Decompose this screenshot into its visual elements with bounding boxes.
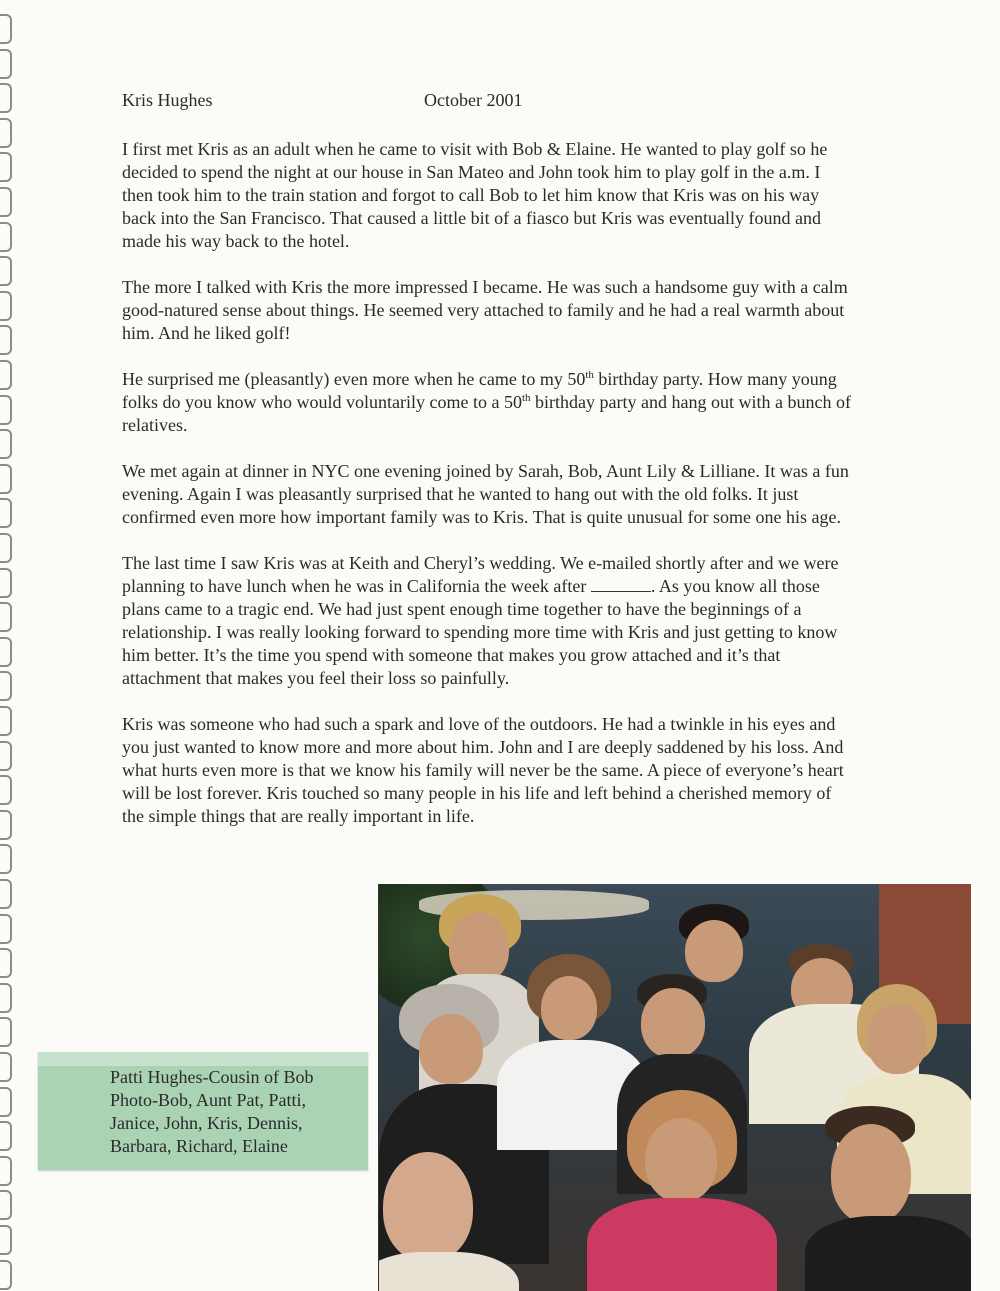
paragraph-3 [122, 368, 852, 437]
binding-ring [0, 637, 12, 667]
binding-ring [0, 498, 12, 528]
blank-line [591, 577, 651, 592]
paragraph-5-part-b: . As you know all those plans came to a tragic end. We had just spent enough time together to have the beginnings of a relationship. I was really looking forward to spending more time with Kris and just getting to know him better. It’s the time you spend with someone that makes you grow attached and it’s that attachment that makes you feel their loss so painfully. [122, 576, 838, 688]
caption-text [110, 1066, 360, 1158]
ordinal-suffix: th [585, 369, 594, 381]
paragraph-3-part-b: birthday party. How many young folks do you know who would voluntarily come to a 50 [122, 369, 837, 412]
binding-ring [0, 222, 12, 252]
binding-ring [0, 360, 12, 390]
binding-ring [0, 602, 12, 632]
letter-body [122, 138, 852, 851]
binding-ring [0, 914, 12, 944]
binding-ring [0, 49, 12, 79]
spiral-binding [0, 0, 12, 1291]
paragraph-5-part-a: The last time I saw Kris was at Keith and Cheryl’s wedding. We e-mailed shortly after and we were planning to have lunch when he was in California the week after [122, 553, 839, 596]
paragraph-3-part-c: birthday party and hang out with a bunch of relatives. [122, 392, 851, 435]
binding-ring [0, 14, 12, 44]
binding-ring [0, 152, 12, 182]
paragraph-2: The more I talked with Kris the more impressed I became. He was such a handsome guy with a calm good-natured sense about things. He seemed very attached to family and he had a real warmth about him. And he liked golf! [122, 277, 848, 343]
binding-ring [0, 948, 12, 978]
letter-date: October 2001 [424, 90, 523, 110]
caption-line: Janice, John, Kris, Dennis, [110, 1113, 303, 1133]
binding-ring [0, 810, 12, 840]
binding-ring [0, 741, 12, 771]
binding-ring [0, 187, 12, 217]
paragraph-1: I first met Kris as an adult when he came to visit with Bob & Elaine. He wanted to play golf so he decided to spend the night at our house in San Mateo and John took him to play golf in the a.m. I then took him to the train station and forgot to call Bob to let him know that Kris was on his way back into the San Francisco. That caused a little bit of a fiasco but Kris was eventually found and made his way back to the hotel. [122, 139, 828, 251]
paragraph-6: Kris was someone who had such a spark and love of the outdoors. He had a twinkle in his eyes and you just wanted to know more and more about him. John and I are deeply saddened by his loss. And what hurts even more is that we know his family will never be the same. A piece of everyone’s heart will be lost forever. Kris touched so many people in his life and left behind a cherished memory of the simple things that are really important in life. [122, 714, 844, 826]
binding-ring [0, 118, 12, 148]
letter-header [122, 90, 842, 116]
binding-ring [0, 706, 12, 736]
group-photo [378, 884, 971, 1291]
binding-ring [0, 1121, 12, 1151]
ordinal-suffix: th [521, 392, 531, 404]
binding-ring [0, 671, 12, 701]
binding-ring [0, 1156, 12, 1186]
tape-strip [38, 1052, 368, 1066]
binding-ring [0, 1190, 12, 1220]
binding-ring [0, 879, 12, 909]
paragraph-5 [122, 552, 852, 690]
paragraph-3-part-a: He surprised me (pleasantly) even more when he came to my 50 [122, 369, 586, 389]
binding-ring [0, 775, 12, 805]
binding-ring [0, 983, 12, 1013]
binding-ring [0, 533, 12, 563]
binding-ring [0, 568, 12, 598]
binding-ring [0, 844, 12, 874]
binding-ring [0, 1087, 12, 1117]
caption-line: Photo-Bob, Aunt Pat, Patti, [110, 1090, 307, 1110]
binding-ring [0, 395, 12, 425]
photo-caption-label [38, 1052, 368, 1170]
binding-ring [0, 291, 12, 321]
binding-ring [0, 1052, 12, 1082]
binding-ring [0, 1225, 12, 1255]
caption-line: Patti Hughes-Cousin of Bob [110, 1067, 314, 1087]
binding-ring [0, 429, 12, 459]
binding-ring [0, 256, 12, 286]
binding-ring [0, 1017, 12, 1047]
binding-ring [0, 1260, 12, 1290]
author-name: Kris Hughes [122, 90, 213, 110]
binding-ring [0, 83, 12, 113]
binding-ring [0, 464, 12, 494]
binding-ring [0, 325, 12, 355]
caption-line: Barbara, Richard, Elaine [110, 1136, 288, 1156]
paragraph-4: We met again at dinner in NYC one evening joined by Sarah, Bob, Aunt Lily & Lilliane. It was a fun evening. Again I was pleasantly surprised that he wanted to hang out with the old folks. It just confirmed even more how important family was to Kris. That is quite unusual for some one his age. [122, 461, 849, 527]
